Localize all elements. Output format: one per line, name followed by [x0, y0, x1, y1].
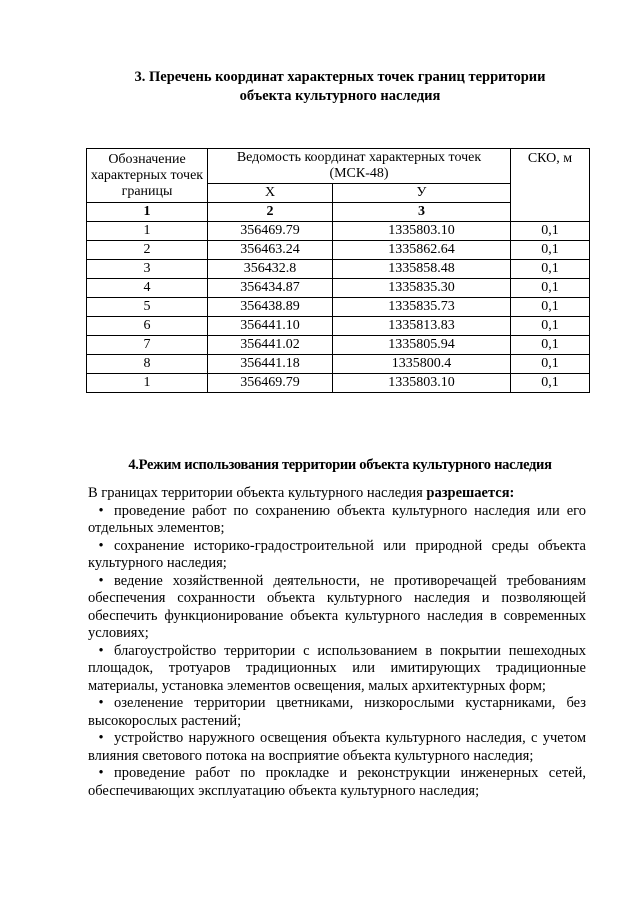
sko-cell: 0,1 [511, 355, 590, 374]
table-row [87, 317, 590, 336]
section-4-title: 4.Режим использования территории объекта культурного наследия [128, 457, 552, 473]
sko-cell: 0,1 [511, 241, 590, 260]
point-cell: 7 [87, 336, 208, 355]
sko-cell: 0,1 [511, 298, 590, 317]
table-row [87, 355, 590, 374]
list-item-text: устройство наружного освещения объекта культурного наследия, с учетом влияния светового потока на восприятие объекта культурного наследия; [88, 730, 586, 764]
list-item [88, 503, 586, 538]
intro-bold: разрешается: [426, 485, 515, 501]
bullet-icon: • [98, 572, 104, 589]
intro-text: В границах территории объекта культурного наследия [88, 485, 427, 501]
table-row [87, 241, 590, 260]
list-item [88, 695, 586, 730]
list-item [88, 730, 586, 765]
x-cell: 356432.8 [208, 260, 333, 279]
coordinates-table [86, 148, 590, 393]
section-3-title-line-2: объекта культурного наследия [239, 88, 441, 104]
header-number-1: 1 [87, 203, 208, 222]
x-cell: 356441.18 [208, 355, 333, 374]
list-item [88, 765, 586, 800]
list-item-text: проведение работ по прокладке и реконструкции инженерных сетей, обеспечивающих эксплуатацию объекта культурного наследия; [88, 765, 586, 799]
table-row [87, 298, 590, 317]
table-row [87, 336, 590, 355]
x-cell: 356441.02 [208, 336, 333, 355]
list-item-text: благоустройство территории с использованием в покрытии пешеходных площадок, тротуаров традиционных или имитирующих традиционные материалы, установка элементов освещения, малых архитектурных форм; [88, 642, 586, 694]
point-cell: 5 [87, 298, 208, 317]
point-cell: 8 [87, 355, 208, 374]
header-x: Х [208, 184, 333, 203]
bullet-icon: • [98, 765, 104, 781]
table-row [87, 260, 590, 279]
y-cell: 1335800.4 [333, 355, 511, 374]
point-cell: 1 [87, 374, 208, 393]
header-number-2: 2 [208, 203, 333, 222]
sko-cell: 0,1 [511, 260, 590, 279]
table-row [87, 279, 590, 298]
x-cell: 356469.79 [208, 222, 333, 241]
x-cell: 356438.89 [208, 298, 333, 317]
sko-cell: 0,1 [511, 317, 590, 336]
list-item [88, 538, 586, 573]
bullet-icon: • [98, 642, 104, 659]
y-cell: 1335805.94 [333, 336, 511, 355]
point-cell: 6 [87, 317, 208, 336]
section-4-body [88, 485, 586, 800]
sko-cell: 0,1 [511, 336, 590, 355]
y-cell: 1335835.73 [333, 298, 511, 317]
x-cell: 356469.79 [208, 374, 333, 393]
list-item [88, 573, 586, 643]
point-cell: 4 [87, 279, 208, 298]
y-cell: 1335835.30 [333, 279, 511, 298]
section-3-title-line-1: 3. Перечень координат характерных точек границ территории [134, 69, 546, 85]
y-cell: 1335858.48 [333, 260, 511, 279]
list-item-text: проведение работ по сохранению объекта культурного наследия или его отдельных элементов; [88, 502, 586, 536]
table-row [87, 222, 590, 241]
x-cell: 356441.10 [208, 317, 333, 336]
bullet-icon: • [98, 537, 104, 554]
sko-cell: 0,1 [511, 374, 590, 393]
point-cell: 3 [87, 260, 208, 279]
y-cell: 1335803.10 [333, 222, 511, 241]
header-statement: Ведомость координат характерных точек (МСК-48) [208, 149, 511, 184]
header-y: У [333, 184, 511, 203]
sko-cell: 0,1 [511, 279, 590, 298]
table-row [87, 374, 590, 393]
y-cell: 1335803.10 [333, 374, 511, 393]
bullet-icon: • [98, 695, 104, 711]
sko-cell: 0,1 [511, 222, 590, 241]
list-item [88, 643, 586, 696]
bullet-icon: • [98, 502, 104, 519]
intro-paragraph [88, 485, 586, 503]
list-item-text: сохранение историко-градостроительной или природной среды объекта культурного наследия; [88, 537, 586, 571]
y-cell: 1335813.83 [333, 317, 511, 336]
point-cell: 2 [87, 241, 208, 260]
point-cell: 1 [87, 222, 208, 241]
y-cell: 1335862.64 [333, 241, 511, 260]
x-cell: 356434.87 [208, 279, 333, 298]
list-item-text: озеленение территории цветниками, низкорослыми кустарниками, без высокорослых растений; [88, 695, 586, 729]
list-item-text: ведение хозяйственной деятельности, не противоречащей требованиям обеспечения сохранности объекта культурного наследия и позволяющей обеспечить функционирование объекта культурного наследия в современных условиях; [88, 572, 586, 641]
header-number-3: 3 [333, 203, 511, 222]
section-3-title [90, 68, 590, 106]
x-cell: 356463.24 [208, 241, 333, 260]
header-designation: Обозначение характерных точек границы [87, 149, 208, 203]
header-sko: СКО, м [511, 149, 590, 222]
bullet-icon: • [98, 730, 104, 746]
